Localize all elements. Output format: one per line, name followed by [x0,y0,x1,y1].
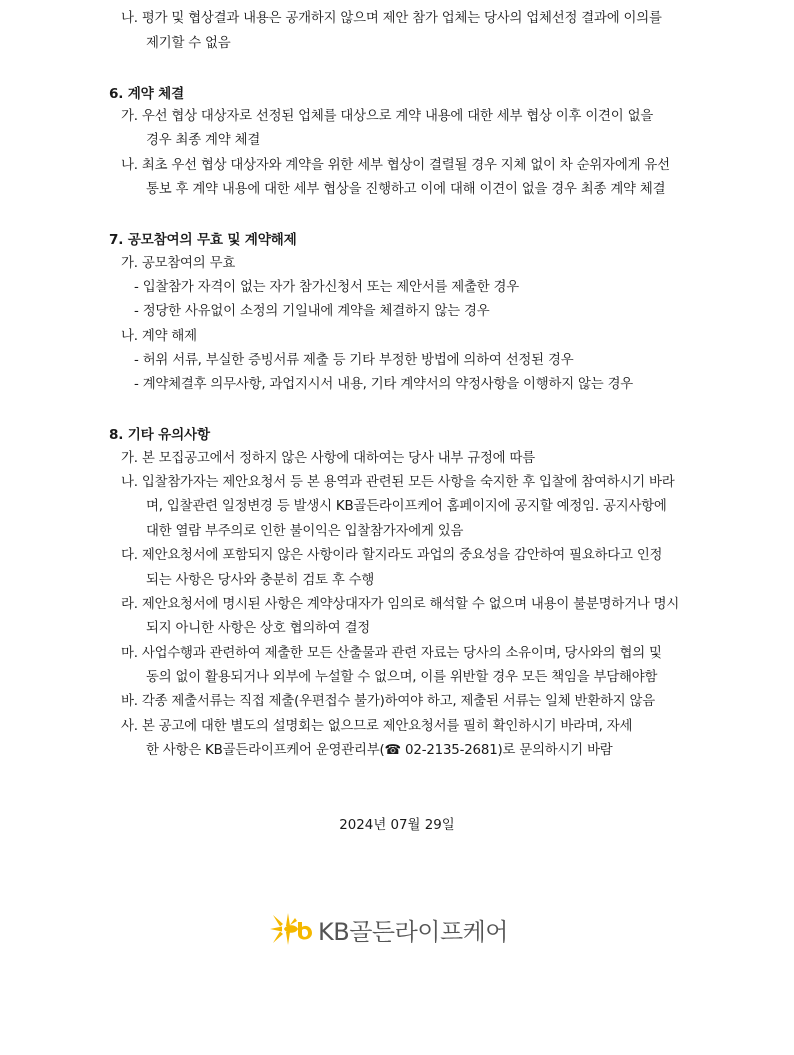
document-date: 2024년 07월 29일 [339,818,455,833]
clause-8-na-line1: 나. 입찰참가자는 제안요청서 등 본 용역과 관련된 모든 사항을 숙지한 후 입찰에 참여하시기 바라 [121,475,675,490]
clause-8-ma-line2: 동의 없이 활용되거나 외부에 누설할 수 없으며, 이를 위반할 경우 모든 책임을 부담해야함 [146,670,658,685]
clause-7-na: 나. 계약 해제 [121,329,197,344]
clause-8-ma-line1: 마. 사업수행과 관련하여 제출한 모든 산출물과 관련 자료는 당사의 소유이며, 당사와의 협의 및 [121,646,662,661]
clause-8-da-line2: 되는 사항은 당사와 충분히 검토 후 수행 [146,573,375,588]
clause-7-ga-item2: - 정당한 사유없이 소정의 기일내에 계약을 체결하지 않는 경우 [134,304,490,319]
clause-6-na-line2: 통보 후 계약 내용에 대한 세부 협상을 진행하고 이에 대해 이견이 없을 경우 최종 계약 체결 [146,182,666,197]
section-6-title: 6. 계약 체결 [109,86,185,102]
clause-8-sa-line2: 한 사항은 KB골든라이프케어 운영관리부(☎ 02-2135-2681)로 문의하시기 바람 [146,743,613,758]
section-7-title: 7. 공모참여의 무효 및 계약해제 [109,232,297,248]
clause-6-na-line1: 나. 최초 우선 협상 대상자와 계약을 위한 세부 협상이 결렬될 경우 지체 없이 차 순위자에게 유선 [121,158,670,173]
clause-5-na-line1: 나. 평가 및 협상결과 내용은 공개하지 않으며 제안 참가 업체는 당사의 업체선정 결과에 이의를 [121,11,662,26]
clause-8-ra-line1: 라. 제안요청서에 명시된 사항은 계약상대자가 임의로 해석할 수 없으며 내용이 불분명하거나 명시 [121,597,680,612]
clause-5-na-line2: 제기할 수 없음 [146,36,231,51]
kb-star-mark-icon [268,912,314,946]
clause-7-ga: 가. 공모참여의 무효 [121,256,236,271]
clause-8-da-line1: 다. 제안요청서에 포함되지 않은 사항이라 할지라도 과업의 중요성을 감안하여 필요하다고 인정 [121,548,663,563]
clause-7-na-item2: - 계약체결후 의무사항, 과업지시서 내용, 기타 계약서의 약정사항을 이행하지 않는 경우 [134,377,634,392]
clause-6-ga-line2: 경우 최종 계약 체결 [146,133,261,148]
clause-8-ga: 가. 본 모집공고에서 정하지 않은 사항에 대하여는 당사 내부 규정에 따름 [121,451,535,466]
clause-7-ga-item1: - 입찰참가 자격이 없는 자가 참가신청서 또는 제안서를 제출한 경우 [134,280,519,295]
clause-7-na-item1: - 허위 서류, 부실한 증빙서류 제출 등 기타 부정한 방법에 의하여 선정된 경우 [134,353,574,368]
section-8-title: 8. 기타 유의사항 [109,427,210,443]
clause-8-ba: 바. 각종 제출서류는 직접 제출(우편접수 불가)하여야 하고, 제출된 서류는 일체 반환하지 않음 [121,694,655,709]
clause-8-ra-line2: 되지 아니한 사항은 상호 협의하여 결정 [146,621,371,636]
clause-8-na-line3: 대한 열람 부주의로 인한 불이익은 입찰참가자에게 있음 [146,524,464,539]
kb-golden-life-care-logo [268,912,508,946]
clause-6-ga-line1: 가. 우선 협상 대상자로 선정된 업체를 대상으로 계약 내용에 대한 세부 협상 이후 이견이 없을 [121,109,654,124]
logo-wordmark: KB골든라이프케어 [318,917,508,946]
clause-8-sa-line1: 사. 본 공고에 대한 별도의 설명회는 없으므로 제안요청서를 필히 확인하시기 바라며, 자세 [121,719,633,734]
clause-8-na-line2: 며, 입찰관련 일정변경 등 발생시 KB골든라이프케어 홈페이지에 공지할 예정임. 공지사항에 [146,499,667,514]
